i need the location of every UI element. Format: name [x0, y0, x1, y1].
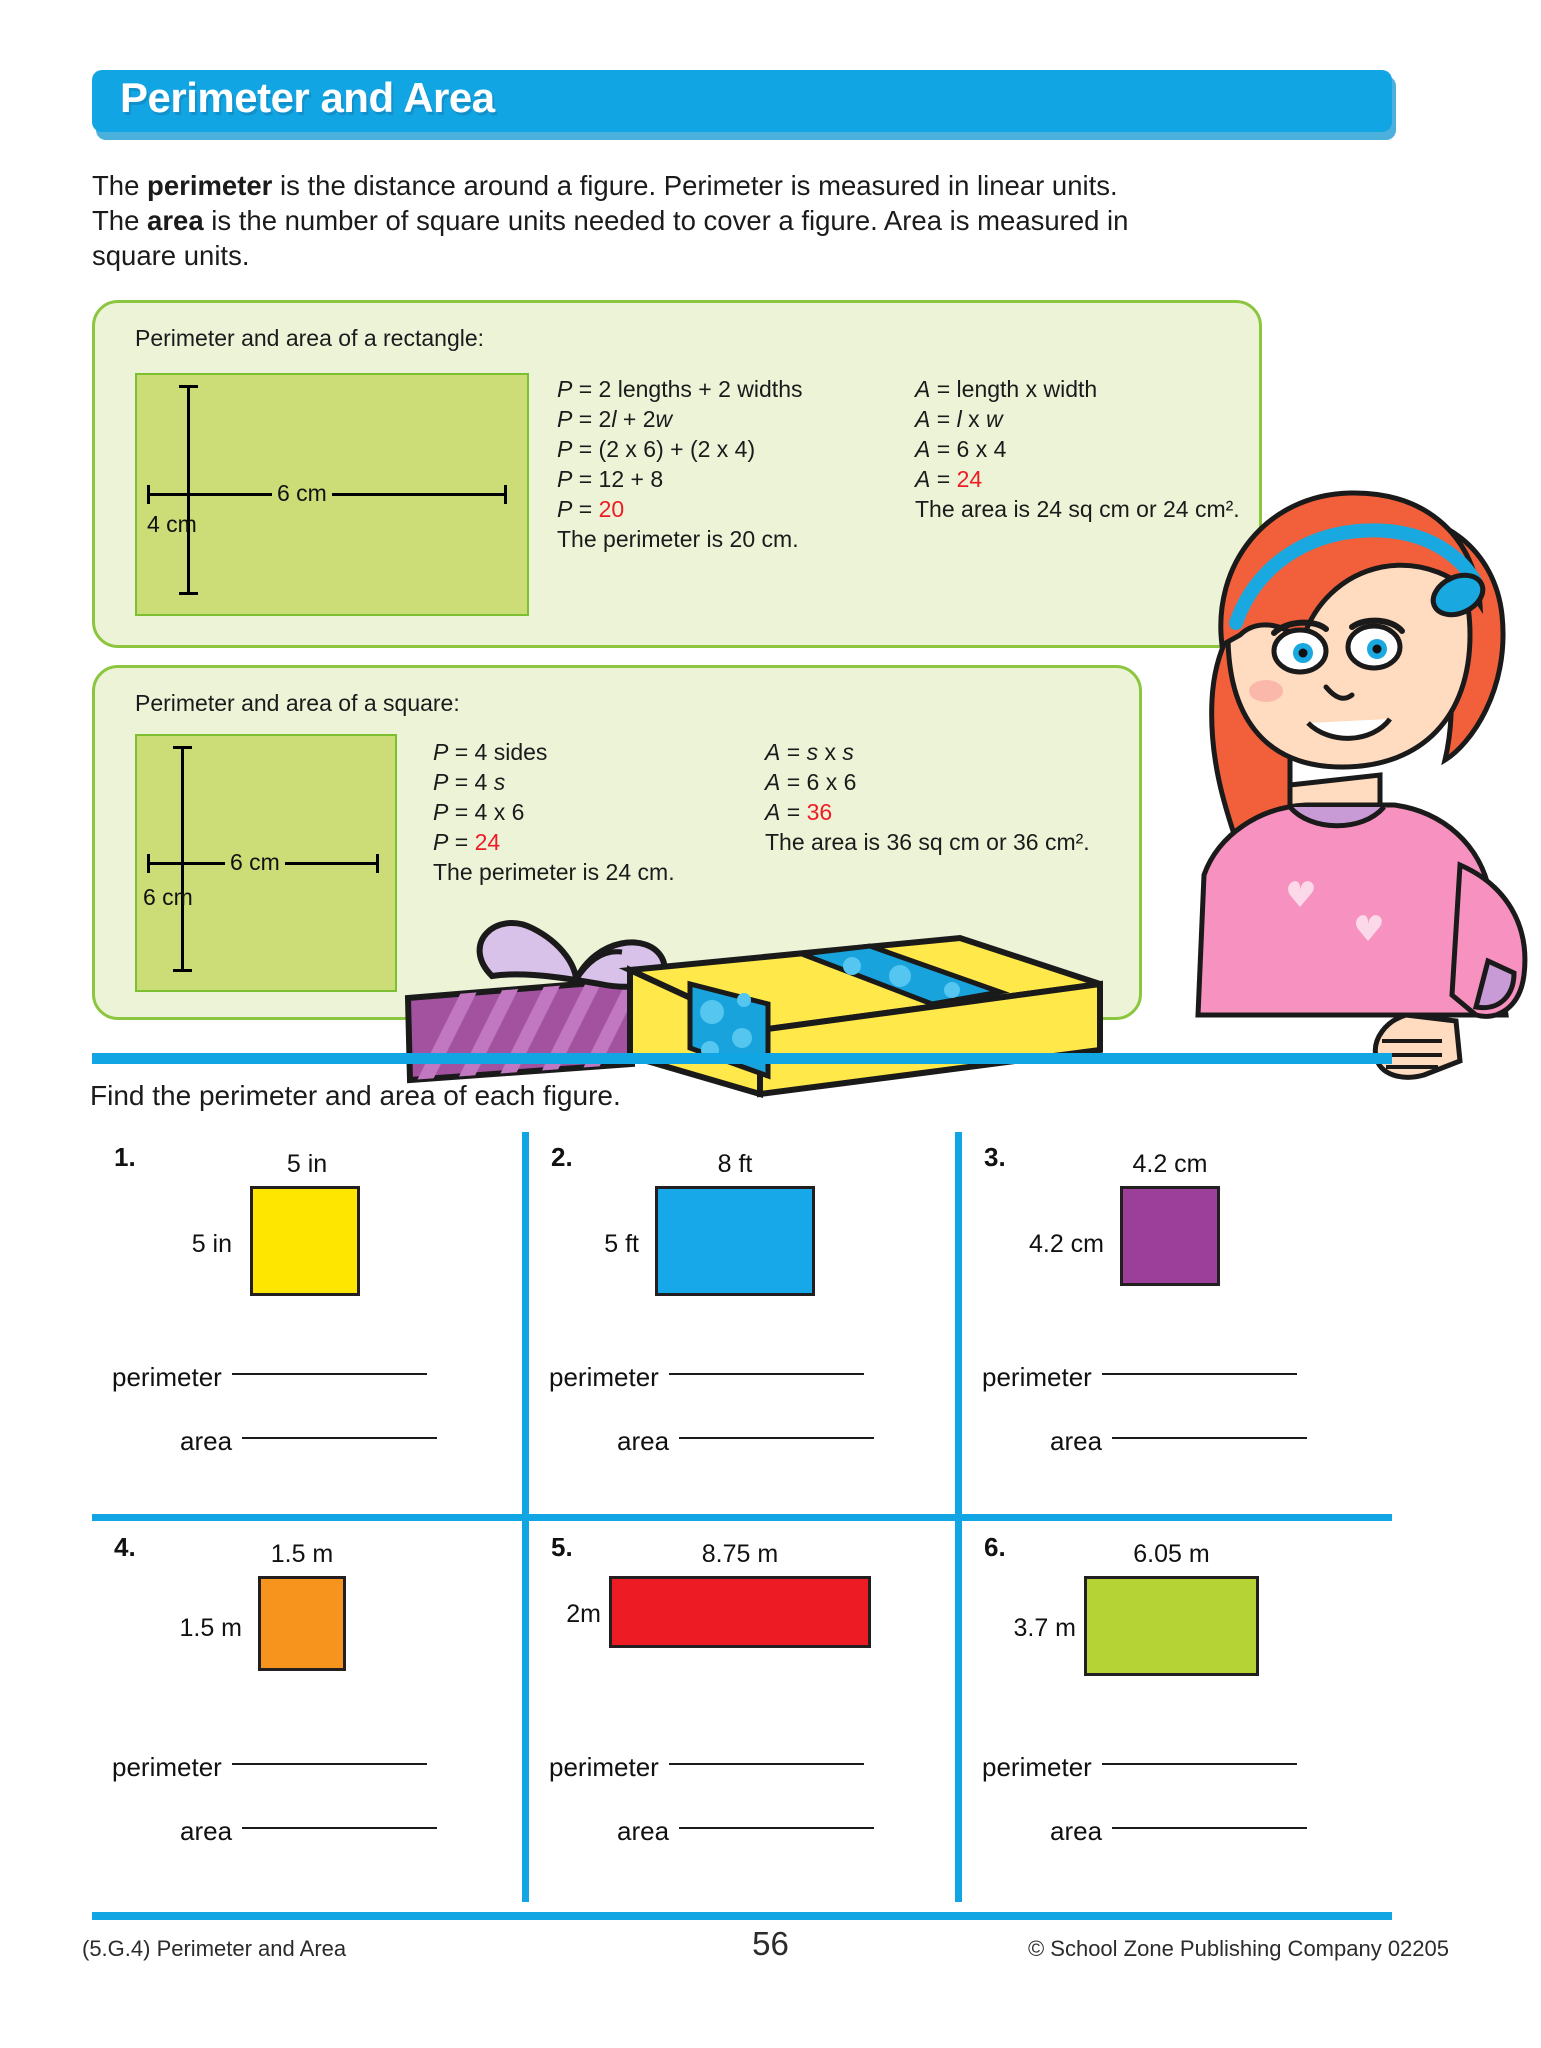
square-perimeter-answer: 24 [474, 829, 501, 855]
problem-1-rectangle [250, 1186, 360, 1296]
square-width-label: 6 cm [225, 849, 285, 876]
height-dim-cap-top [173, 746, 192, 749]
rectangle-width-label: 6 cm [272, 480, 332, 507]
formula-line: P = 4 s [433, 769, 506, 795]
problem-5-rectangle [609, 1576, 871, 1648]
perimeter-blank[interactable] [669, 1373, 864, 1375]
gift-box-illustration [400, 880, 1160, 1100]
perimeter-blank[interactable] [232, 1373, 427, 1375]
square-area-answer: 36 [806, 799, 833, 825]
problem-number-4: 4. [114, 1532, 136, 1562]
problem-6-perimeter-answer[interactable] [982, 1750, 1297, 1783]
problem-number-5: 5. [551, 1532, 573, 1562]
perimeter-label: perimeter [982, 1361, 1092, 1392]
problem-shape-2 [529, 1150, 962, 1335]
perimeter-label: perimeter [112, 1751, 222, 1782]
problem-number-1: 1. [114, 1142, 136, 1172]
problem-4-top-label: 1.5 m [270, 1540, 334, 1568]
problem-1-area-answer[interactable] [180, 1424, 437, 1457]
problem-3-top-label: 4.2 cm [1132, 1150, 1208, 1178]
problem-5-top-label: 8.75 m [701, 1540, 779, 1568]
height-dim-line [181, 746, 184, 972]
problem-3-rectangle [1120, 1186, 1220, 1286]
problem-2-top-label: 8 ft [717, 1150, 753, 1178]
problem-2-rectangle [655, 1186, 815, 1296]
intro-paragraph [92, 168, 1352, 274]
perimeter-blank[interactable] [669, 1763, 864, 1765]
formula-line: P = 24 [433, 829, 501, 855]
formula-line: A = 24 [915, 466, 983, 492]
perimeter-label: perimeter [549, 1361, 659, 1392]
problem-4-rectangle [258, 1576, 346, 1671]
area-label: area [617, 1425, 670, 1456]
area-label: area [180, 1815, 233, 1846]
problem-2-side-label: 5 ft [604, 1230, 639, 1258]
problem-shape-6 [962, 1540, 1395, 1725]
perimeter-label: perimeter [549, 1751, 659, 1782]
problem-2-area-answer[interactable] [617, 1424, 874, 1457]
formula-line: P = (2 x 6) + (2 x 4) [557, 436, 756, 462]
formula-line: P = 12 + 8 [557, 466, 664, 492]
problem-6-side-label: 3.7 m [1013, 1614, 1076, 1642]
problem-4-side-label: 1.5 m [179, 1614, 242, 1642]
intro-term-area: area [147, 205, 204, 237]
rectangle-height-label: 4 cm [147, 511, 197, 537]
formula-line: A = l x w [915, 406, 1003, 432]
intro-line2-post: is the number of square units needed to cover a figure. Area is measured in [203, 205, 1129, 237]
perimeter-label: perimeter [112, 1361, 222, 1392]
problem-cell-3 [962, 1132, 1395, 1517]
example-caption-square: Perimeter and area of a square: [135, 690, 460, 716]
problem-shape-4 [92, 1540, 525, 1725]
intro-line-2 [92, 203, 1352, 238]
intro-line1-post: is the distance around a figure. Perimeter is measured in linear units. [272, 170, 1118, 201]
perimeter-blank[interactable] [1102, 1763, 1297, 1765]
area-label: area [1050, 1815, 1103, 1846]
problem-1-side-label: 5 in [191, 1230, 232, 1258]
formula-line: A = s x s [765, 739, 854, 765]
width-dim-cap-right [376, 854, 379, 873]
formula-line: P = 20 [557, 496, 625, 522]
area-blank[interactable] [242, 1827, 437, 1829]
problem-shape-5 [529, 1540, 962, 1725]
problem-3-perimeter-answer[interactable] [982, 1360, 1297, 1393]
problem-number-3: 3. [984, 1142, 1006, 1172]
example-caption-rectangle: Perimeter and area of a rectangle: [135, 325, 485, 351]
formula-line: P = 2 lengths + 2 widths [557, 376, 803, 402]
directions-text: Find the perimeter and area of each figure. [90, 1080, 621, 1111]
problem-shape-3 [962, 1150, 1395, 1335]
height-dim-cap-top [179, 385, 198, 388]
formula-line: The perimeter is 24 cm. [433, 859, 675, 885]
divider-rule-top [92, 1053, 1392, 1064]
page-number: 56 [752, 1925, 789, 1962]
area-blank[interactable] [679, 1437, 874, 1439]
formula-line: A = length x width [915, 376, 1098, 402]
divider-rule-bottom [92, 1912, 1392, 1920]
problem-cell-2 [529, 1132, 962, 1517]
problem-4-perimeter-answer[interactable] [112, 1750, 427, 1783]
problem-cell-1 [92, 1132, 525, 1517]
area-blank[interactable] [242, 1437, 437, 1439]
problem-shape-1 [92, 1150, 525, 1335]
width-dim-cap-left [147, 854, 150, 873]
height-dim-line [187, 385, 190, 595]
problem-6-top-label: 6.05 m [1133, 1540, 1210, 1568]
perimeter-blank[interactable] [232, 1763, 427, 1765]
area-blank[interactable] [679, 1827, 874, 1829]
problem-cell-4 [92, 1522, 525, 1907]
problem-6-rectangle [1084, 1576, 1259, 1676]
formula-line: A = 6 x 4 [915, 436, 1007, 462]
square-height-label: 6 cm [143, 884, 193, 910]
square-perimeter-formulas [433, 738, 675, 888]
problem-5-area-answer[interactable] [617, 1814, 874, 1847]
problem-cell-6 [962, 1522, 1395, 1907]
intro-line-3: square units. [92, 240, 250, 272]
formula-line: The area is 36 sq cm or 36 cm². [765, 829, 1090, 855]
problem-1-perimeter-answer[interactable] [112, 1360, 427, 1393]
intro-line2-pre: The [92, 205, 148, 237]
problem-cell-5 [529, 1522, 962, 1907]
formula-line: A = 6 x 6 [765, 769, 857, 795]
problem-1-top-label: 5 in [286, 1150, 328, 1178]
example-rectangle-figure [135, 373, 529, 616]
rectangle-perimeter-formulas [557, 375, 803, 555]
page-header-banner [92, 70, 1392, 136]
page-title: Perimeter and Area [120, 74, 495, 121]
problem-4-area-answer[interactable] [180, 1814, 437, 1847]
perimeter-label: perimeter [982, 1751, 1092, 1782]
footer-standard-code: (5.G.4) Perimeter and Area [82, 1936, 347, 1961]
problem-6-area-answer[interactable] [1050, 1814, 1307, 1847]
problem-number-2: 2. [551, 1142, 573, 1172]
height-dim-cap-bottom [173, 969, 192, 972]
rectangle-perimeter-answer: 20 [598, 496, 625, 522]
perimeter-blank[interactable] [1102, 1373, 1297, 1375]
problem-5-perimeter-answer[interactable] [549, 1750, 864, 1783]
banner [92, 70, 1392, 132]
formula-line: The area is 24 sq cm or 24 cm². [915, 496, 1240, 522]
height-dim-cap-bottom [179, 592, 198, 595]
area-blank[interactable] [1112, 1437, 1307, 1439]
footer-copyright: © School Zone Publishing Company 02205 [1027, 1936, 1449, 1961]
problem-3-side-label: 4.2 cm [1028, 1230, 1104, 1258]
formula-line: P = 4 sides [433, 739, 548, 765]
area-label: area [180, 1425, 233, 1456]
width-dim-cap-left [147, 485, 150, 504]
intro-line-1 [92, 168, 1352, 203]
rectangle-area-answer: 24 [956, 466, 983, 492]
formula-line: The perimeter is 20 cm. [557, 526, 799, 552]
intro-term-perimeter: perimeter [147, 170, 273, 201]
problem-3-area-answer[interactable] [1050, 1424, 1307, 1457]
problem-grid [92, 1132, 1392, 1902]
area-blank[interactable] [1112, 1827, 1307, 1829]
example-square-figure [135, 734, 397, 992]
width-dim-cap-right [504, 485, 507, 504]
formula-line: P = 4 x 6 [433, 799, 525, 825]
problem-2-perimeter-answer[interactable] [549, 1360, 864, 1393]
area-label: area [617, 1815, 670, 1846]
intro-line1-pre: The [92, 170, 148, 201]
formula-line: P = 2l + 2w [557, 406, 673, 432]
problem-5-side-label: 2m [566, 1600, 601, 1628]
problem-number-6: 6. [984, 1532, 1006, 1562]
formula-line: A = 36 [765, 799, 833, 825]
area-label: area [1050, 1425, 1103, 1456]
